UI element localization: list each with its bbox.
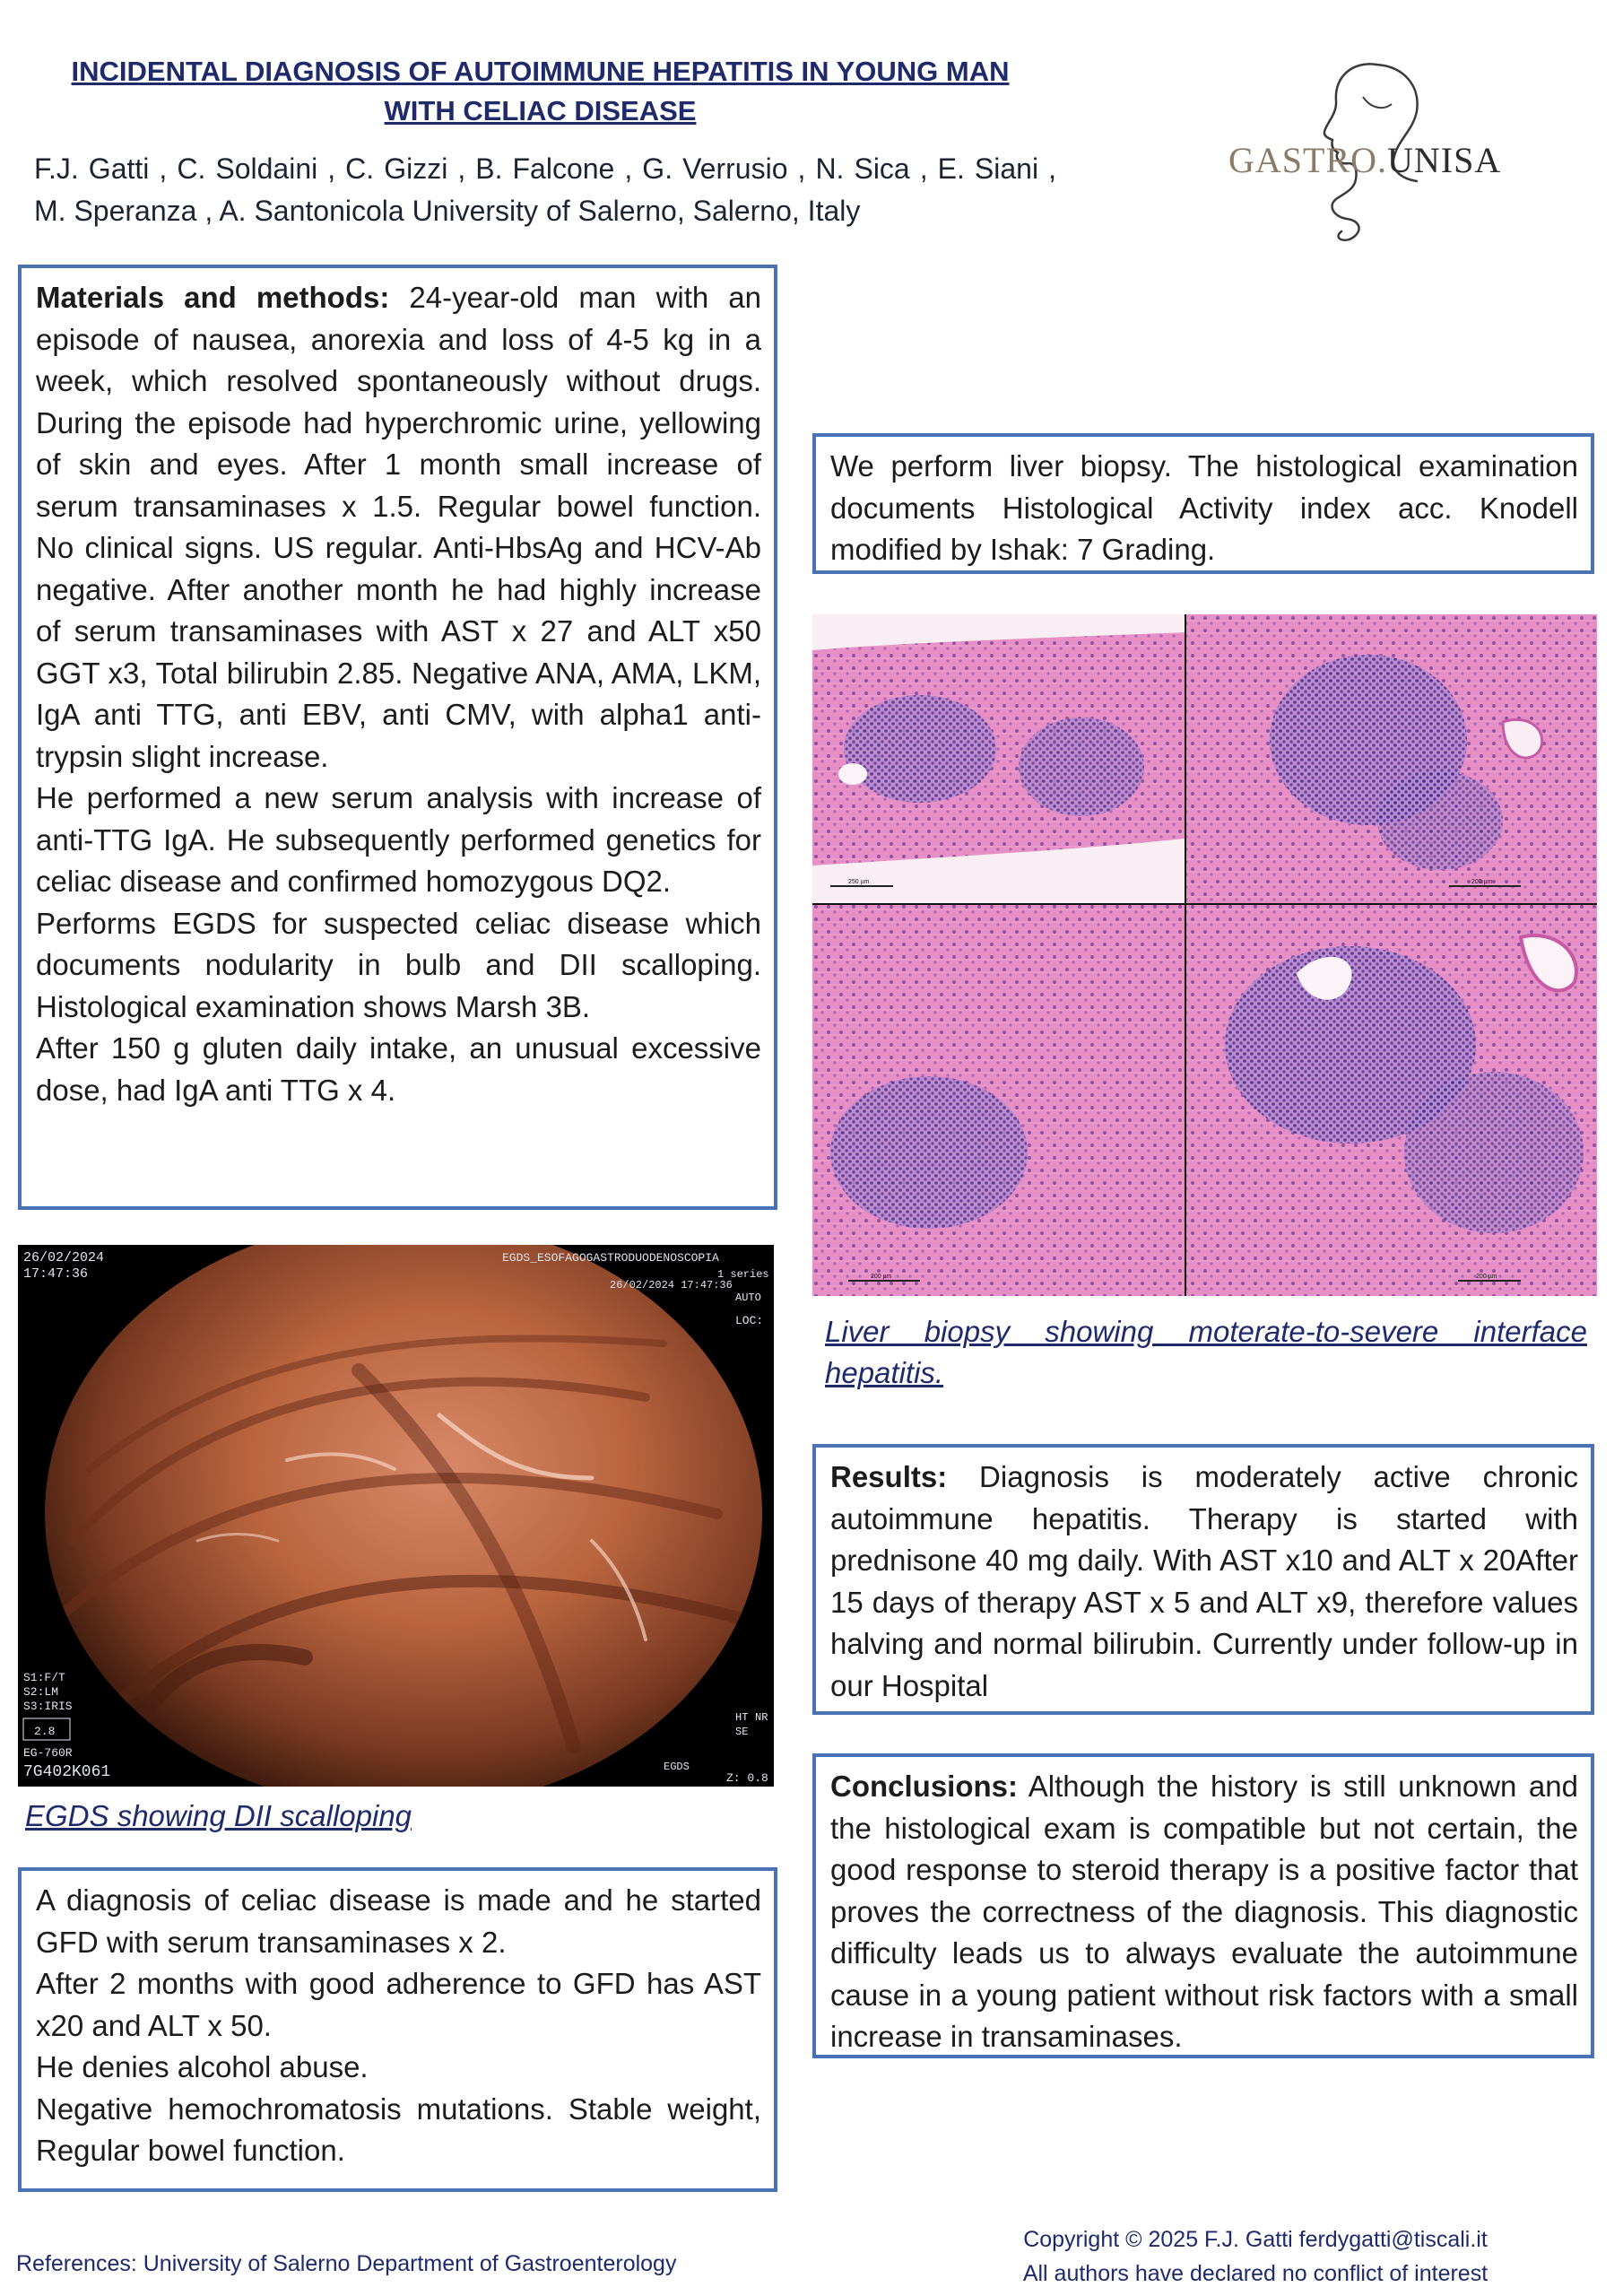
conclusions-text: Conclusions: Although the history is still unknown and the histological exam is compatible but not certain, the good response to steroid therapy is a positive factor that proves the correctness of the diagnosis. This diagnostic difficulty leads us to always evaluate the autoimmune cause in a young patient without risk factors with a small increase in transaminases. <box>830 1770 1578 2053</box>
overlay-time: 17:47:36 <box>23 1266 89 1282</box>
methods-paragraph-1: Materials and methods: 24-year-old man with an episode of nausea, anorexia and loss of 4-5 kg in a week, which resolved spontaneously without drugs. During the episode had hyperchromic urine, yellowing of skin and eyes. After 1 month small increase of serum transaminases x 1.5. Regular bowel function. No clinical signs. US regular. Anti-HbsAg and HCV-Ab negative. After another month he had highly increase of serum transaminases with AST x 27 and ALT x50 GGT x3, Total bilirubin 2.85. Negative ANA, AMA, LKM, IgA anti TTG, anti EBV, anti CMV, with alpha1 anti-trypsin slight increase. <box>36 281 761 773</box>
overlay-auto: AUTO <box>735 1292 761 1304</box>
histology-top-right <box>1186 614 1597 903</box>
biopsy-text: We perform liver biopsy. The histological examination documents Histological Activity index acc. Knodell modified by Ishak: 7 Grading. <box>830 449 1578 566</box>
methods-paragraph-2: He performed a new serum analysis with increase of anti-TTG IgA. He subsequently performed genetics for celiac disease and confirmed homozygous DQ2. <box>36 781 761 898</box>
results-heading: Results: <box>830 1460 948 1493</box>
methods-paragraph-4: After 150 g gluten daily intake, an unusual excessive dose, had IgA anti TTG x 4. <box>36 1031 761 1107</box>
overlay-series: 1 series <box>717 1268 769 1281</box>
histology-panel <box>812 614 1597 1296</box>
references: References: University of Salerno Department of Gastroenterology <box>16 2251 677 2276</box>
overlay-s2: S2:LM <box>23 1685 59 1699</box>
overlay-title: EGDS_ESOFAGOGASTRODUODENOSCOPIA <box>502 1251 719 1265</box>
celiac-paragraph-3: He denies alcohol abuse. <box>36 2050 369 2083</box>
conflict-line: All authors have declared no conflict of interest <box>1022 2261 1488 2286</box>
overlay-se: SE <box>735 1726 749 1738</box>
endoscopy-caption: EGDS showing DII scalloping <box>25 1799 412 1832</box>
overlay-scale: 2.8 <box>34 1725 56 1738</box>
histology-top-left <box>812 614 1185 903</box>
results-box <box>812 1444 1594 1715</box>
copyright-line: Copyright © 2025 F.J. Gatti ferdygatti@tiscali.it <box>1023 2227 1488 2252</box>
endoscopy-image <box>18 1245 774 1787</box>
scale-bar-bl: 200 µm <box>871 1274 892 1280</box>
poster-title <box>27 52 1054 131</box>
overlay-egds: EGDS <box>664 1761 690 1773</box>
logo-text-unisa: UNISA <box>1387 140 1502 180</box>
overlay-loc: LOC: <box>735 1314 764 1327</box>
celiac-paragraph-4: Negative hemochromatosis mutations. Stable weight, Regular bowel function. <box>36 2092 761 2167</box>
overlay-date: 26/02/2024 <box>23 1250 105 1265</box>
scale-bar-tr: 200 µm <box>1471 879 1493 885</box>
histology-bottom-right <box>1186 905 1597 1296</box>
overlay-date2: 26/02/2024 17:47:36 <box>610 1279 733 1292</box>
overlay-ht: HT <box>735 1711 749 1724</box>
methods-heading: Materials and methods: <box>36 281 390 314</box>
celiac-box <box>18 1867 777 2192</box>
scale-bar-br: 200 µm <box>1476 1274 1497 1280</box>
biopsy-box <box>812 433 1594 574</box>
results-text: Results: Diagnosis is moderately active chronic autoimmune hepatitis. Therapy is started with prednisone 40 mg daily. With AST x10 and ALT x 20After 15 days of therapy AST x 5 and ALT x9, therefore values halving and normal bilirubin. Currently under follow-up in our Hospital <box>830 1460 1578 1702</box>
celiac-paragraph-1: A diagnosis of celiac disease is made and he started GFD with serum transaminases x 2. <box>36 1883 761 1959</box>
methods-box <box>18 265 777 1210</box>
copyright <box>897 2222 1614 2291</box>
overlay-s1: S1:F/T <box>23 1671 65 1684</box>
logo-text-gastro: GASTRO. <box>1228 140 1388 180</box>
methods-paragraph-3: Performs EGDS for suspected celiac disease which documents nodularity in bulb and DII scalloping. Histological examination shows Marsh 3B. <box>36 906 761 1023</box>
overlay-s3: S3:IRIS <box>23 1700 73 1713</box>
title-line-2: WITH CELIAC DISEASE <box>384 95 697 126</box>
overlay-model: EG-760R <box>23 1746 73 1760</box>
logo <box>1228 54 1515 247</box>
conclusions-box <box>812 1753 1594 2058</box>
overlay-zoom: Z: 0.8 <box>726 1771 768 1785</box>
scale-bar-tl: 250 µm <box>848 879 870 885</box>
authors: F.J. Gatti , C. Soldaini , C. Gizzi , B. Falcone , G. Verrusio , N. Sica , E. Siani , M. Speranza , A. Santonicola University of Salerno, Salerno, Italy <box>34 152 1056 227</box>
title-line-1: INCIDENTAL DIAGNOSIS OF AUTOIMMUNE HEPATITIS IN YOUNG MAN <box>71 56 1010 87</box>
histology-bottom-left <box>812 905 1185 1296</box>
conclusions-heading: Conclusions: <box>830 1770 1019 1803</box>
histology-caption: Liver biopsy showing moterate-to-severe interface hepatitis. <box>825 1315 1587 1389</box>
overlay-serial: 7G402K061 <box>23 1763 111 1781</box>
celiac-paragraph-2: After 2 months with good adherence to GFD has AST x20 and ALT x 50. <box>36 1967 761 2042</box>
overlay-nr: NR <box>755 1711 768 1724</box>
